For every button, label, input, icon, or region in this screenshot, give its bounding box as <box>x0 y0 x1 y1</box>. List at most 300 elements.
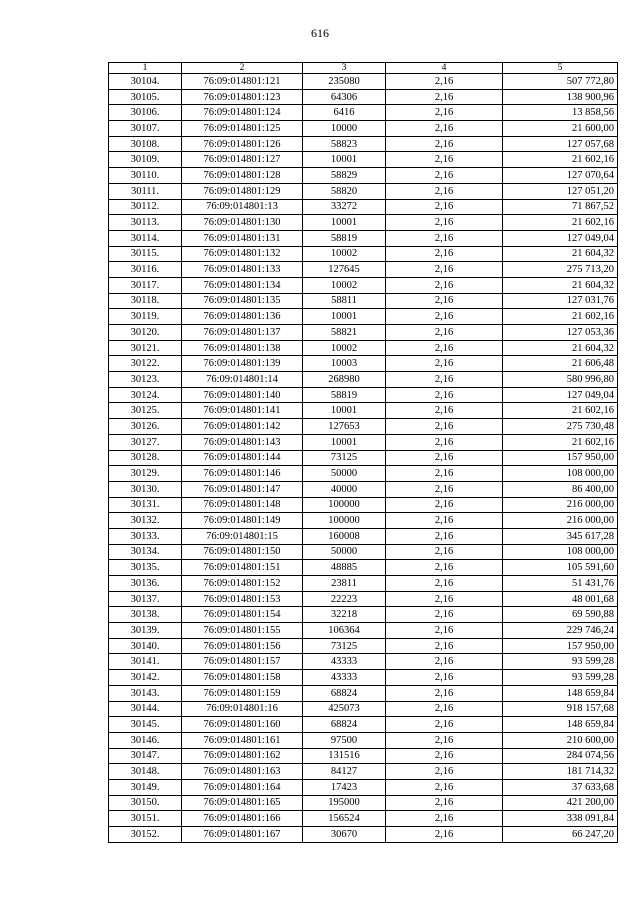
table-row <box>109 387 618 403</box>
row-number-cell: 30111. <box>109 183 182 199</box>
amount-cell: 21 602,16 <box>503 309 618 325</box>
rate-cell: 2,16 <box>386 387 503 403</box>
cadastral-number-cell: 76:09:014801:128 <box>182 168 303 184</box>
amount-cell: 210 600,00 <box>503 732 618 748</box>
row-number-cell: 30141. <box>109 654 182 670</box>
table-row <box>109 560 618 576</box>
rate-cell: 2,16 <box>386 309 503 325</box>
row-number-cell: 30115. <box>109 246 182 262</box>
amount-cell: 69 590,88 <box>503 607 618 623</box>
area-cell: 58820 <box>303 183 386 199</box>
cadastral-number-cell: 76:09:014801:131 <box>182 230 303 246</box>
table-row <box>109 121 618 137</box>
area-cell: 97500 <box>303 732 386 748</box>
area-cell: 10002 <box>303 246 386 262</box>
cadastral-number-cell: 76:09:014801:162 <box>182 748 303 764</box>
table-row <box>109 795 618 811</box>
table-row <box>109 230 618 246</box>
rate-cell: 2,16 <box>386 576 503 592</box>
rate-cell: 2,16 <box>386 230 503 246</box>
rate-cell: 2,16 <box>386 152 503 168</box>
table-body <box>109 74 618 843</box>
table-row <box>109 513 618 529</box>
table-row <box>109 325 618 341</box>
row-number-cell: 30137. <box>109 591 182 607</box>
amount-cell: 71 867,52 <box>503 199 618 215</box>
amount-cell: 108 000,00 <box>503 544 618 560</box>
table-row <box>109 215 618 231</box>
amount-cell: 148 659,84 <box>503 717 618 733</box>
row-number-cell: 30107. <box>109 121 182 137</box>
table-row <box>109 293 618 309</box>
area-cell: 58821 <box>303 325 386 341</box>
cadastral-number-cell: 76:09:014801:133 <box>182 262 303 278</box>
rate-cell: 2,16 <box>386 717 503 733</box>
area-cell: 10001 <box>303 434 386 450</box>
row-number-cell: 30139. <box>109 623 182 639</box>
amount-cell: 284 074,56 <box>503 748 618 764</box>
table-row <box>109 277 618 293</box>
area-cell: 43333 <box>303 654 386 670</box>
area-cell: 40000 <box>303 481 386 497</box>
amount-cell: 918 157,68 <box>503 701 618 717</box>
column-header: 1 <box>109 63 182 74</box>
row-number-cell: 30144. <box>109 701 182 717</box>
table-row <box>109 497 618 513</box>
row-number-cell: 30151. <box>109 811 182 827</box>
cadastral-number-cell: 76:09:014801:132 <box>182 246 303 262</box>
table-row <box>109 466 618 482</box>
table-row <box>109 528 618 544</box>
amount-cell: 275 713,20 <box>503 262 618 278</box>
cadastral-number-cell: 76:09:014801:138 <box>182 340 303 356</box>
amount-cell: 21 604,32 <box>503 340 618 356</box>
area-cell: 32218 <box>303 607 386 623</box>
area-cell: 10000 <box>303 121 386 137</box>
cadastral-number-cell: 76:09:014801:137 <box>182 325 303 341</box>
cadastral-number-cell: 76:09:014801:125 <box>182 121 303 137</box>
rate-cell: 2,16 <box>386 513 503 529</box>
rate-cell: 2,16 <box>386 450 503 466</box>
row-number-cell: 30126. <box>109 419 182 435</box>
row-number-cell: 30106. <box>109 105 182 121</box>
area-cell: 10002 <box>303 340 386 356</box>
amount-cell: 108 000,00 <box>503 466 618 482</box>
row-number-cell: 30149. <box>109 779 182 795</box>
amount-cell: 216 000,00 <box>503 497 618 513</box>
table-row <box>109 481 618 497</box>
rate-cell: 2,16 <box>386 215 503 231</box>
amount-cell: 93 599,28 <box>503 670 618 686</box>
rate-cell: 2,16 <box>386 403 503 419</box>
rate-cell: 2,16 <box>386 795 503 811</box>
table-row <box>109 356 618 372</box>
area-cell: 58829 <box>303 168 386 184</box>
cadastral-number-cell: 76:09:014801:139 <box>182 356 303 372</box>
cadastral-number-cell: 76:09:014801:135 <box>182 293 303 309</box>
amount-cell: 580 996,80 <box>503 372 618 388</box>
rate-cell: 2,16 <box>386 183 503 199</box>
cadastral-number-cell: 76:09:014801:16 <box>182 701 303 717</box>
amount-cell: 21 604,32 <box>503 246 618 262</box>
row-number-cell: 30130. <box>109 481 182 497</box>
amount-cell: 93 599,28 <box>503 654 618 670</box>
table-row <box>109 168 618 184</box>
row-number-cell: 30147. <box>109 748 182 764</box>
table-row <box>109 623 618 639</box>
cadastral-number-cell: 76:09:014801:161 <box>182 732 303 748</box>
cadastral-number-cell: 76:09:014801:151 <box>182 560 303 576</box>
area-cell: 43333 <box>303 670 386 686</box>
area-cell: 268980 <box>303 372 386 388</box>
area-cell: 30670 <box>303 827 386 843</box>
area-cell: 127645 <box>303 262 386 278</box>
area-cell: 156524 <box>303 811 386 827</box>
cadastral-number-cell: 76:09:014801:165 <box>182 795 303 811</box>
row-number-cell: 30132. <box>109 513 182 529</box>
amount-cell: 37 633,68 <box>503 779 618 795</box>
amount-cell: 148 659,84 <box>503 685 618 701</box>
area-cell: 10001 <box>303 309 386 325</box>
rate-cell: 2,16 <box>386 74 503 90</box>
area-cell: 58823 <box>303 136 386 152</box>
cadastral-number-cell: 76:09:014801:149 <box>182 513 303 529</box>
area-cell: 6416 <box>303 105 386 121</box>
row-number-cell: 30124. <box>109 387 182 403</box>
table-row <box>109 544 618 560</box>
rate-cell: 2,16 <box>386 168 503 184</box>
table-row <box>109 309 618 325</box>
amount-cell: 507 772,80 <box>503 74 618 90</box>
rate-cell: 2,16 <box>386 325 503 341</box>
row-number-cell: 30104. <box>109 74 182 90</box>
area-cell: 58819 <box>303 387 386 403</box>
rate-cell: 2,16 <box>386 638 503 654</box>
row-number-cell: 30143. <box>109 685 182 701</box>
area-cell: 10002 <box>303 277 386 293</box>
rate-cell: 2,16 <box>386 466 503 482</box>
amount-cell: 127 053,36 <box>503 325 618 341</box>
amount-cell: 21 604,32 <box>503 277 618 293</box>
cadastral-number-cell: 76:09:014801:154 <box>182 607 303 623</box>
area-cell: 33272 <box>303 199 386 215</box>
area-cell: 100000 <box>303 497 386 513</box>
amount-cell: 21 602,16 <box>503 403 618 419</box>
cadastral-number-cell: 76:09:014801:130 <box>182 215 303 231</box>
amount-cell: 105 591,60 <box>503 560 618 576</box>
row-number-cell: 30121. <box>109 340 182 356</box>
rate-cell: 2,16 <box>386 89 503 105</box>
row-number-cell: 30136. <box>109 576 182 592</box>
rate-cell: 2,16 <box>386 560 503 576</box>
cadastral-number-cell: 76:09:014801:14 <box>182 372 303 388</box>
amount-cell: 127 057,68 <box>503 136 618 152</box>
rate-cell: 2,16 <box>386 136 503 152</box>
page-number: 616 <box>311 26 329 40</box>
table-row <box>109 434 618 450</box>
rate-cell: 2,16 <box>386 105 503 121</box>
row-number-cell: 30105. <box>109 89 182 105</box>
rate-cell: 2,16 <box>386 607 503 623</box>
row-number-cell: 30133. <box>109 528 182 544</box>
amount-cell: 127 070,64 <box>503 168 618 184</box>
row-number-cell: 30140. <box>109 638 182 654</box>
rate-cell: 2,16 <box>386 591 503 607</box>
row-number-cell: 30114. <box>109 230 182 246</box>
table-row <box>109 717 618 733</box>
amount-cell: 127 031,76 <box>503 293 618 309</box>
amount-cell: 48 001,68 <box>503 591 618 607</box>
table-row <box>109 732 618 748</box>
area-cell: 10003 <box>303 356 386 372</box>
area-cell: 10001 <box>303 403 386 419</box>
cadastral-number-cell: 76:09:014801:166 <box>182 811 303 827</box>
column-header: 2 <box>182 63 303 74</box>
table-row <box>109 638 618 654</box>
table-row <box>109 199 618 215</box>
table-row <box>109 152 618 168</box>
rate-cell: 2,16 <box>386 764 503 780</box>
rate-cell: 2,16 <box>386 779 503 795</box>
row-number-cell: 30131. <box>109 497 182 513</box>
cadastral-number-cell: 76:09:014801:148 <box>182 497 303 513</box>
cadastral-number-cell: 76:09:014801:15 <box>182 528 303 544</box>
table-row <box>109 372 618 388</box>
cadastral-number-cell: 76:09:014801:13 <box>182 199 303 215</box>
amount-cell: 66 247,20 <box>503 827 618 843</box>
cadastral-number-cell: 76:09:014801:152 <box>182 576 303 592</box>
cadastral-number-cell: 76:09:014801:150 <box>182 544 303 560</box>
amount-cell: 86 400,00 <box>503 481 618 497</box>
table-row <box>109 607 618 623</box>
amount-cell: 21 602,16 <box>503 434 618 450</box>
amount-cell: 127 049,04 <box>503 387 618 403</box>
amount-cell: 127 049,04 <box>503 230 618 246</box>
cadastral-number-cell: 76:09:014801:123 <box>182 89 303 105</box>
cadastral-number-cell: 76:09:014801:157 <box>182 654 303 670</box>
area-cell: 10001 <box>303 152 386 168</box>
row-number-cell: 30127. <box>109 434 182 450</box>
table-row <box>109 246 618 262</box>
amount-cell: 127 051,20 <box>503 183 618 199</box>
amount-cell: 338 091,84 <box>503 811 618 827</box>
table-row <box>109 827 618 843</box>
cadastral-number-cell: 76:09:014801:124 <box>182 105 303 121</box>
rate-cell: 2,16 <box>386 481 503 497</box>
row-number-cell: 30113. <box>109 215 182 231</box>
rate-cell: 2,16 <box>386 372 503 388</box>
table-row <box>109 779 618 795</box>
row-number-cell: 30110. <box>109 168 182 184</box>
table-row <box>109 419 618 435</box>
row-number-cell: 30146. <box>109 732 182 748</box>
cadastral-number-cell: 76:09:014801:127 <box>182 152 303 168</box>
table-row <box>109 183 618 199</box>
cadastral-number-cell: 76:09:014801:167 <box>182 827 303 843</box>
cadastral-number-cell: 76:09:014801:136 <box>182 309 303 325</box>
rate-cell: 2,16 <box>386 497 503 513</box>
table-row <box>109 764 618 780</box>
table-row <box>109 136 618 152</box>
row-number-cell: 30123. <box>109 372 182 388</box>
rate-cell: 2,16 <box>386 544 503 560</box>
cadastral-number-cell: 76:09:014801:146 <box>182 466 303 482</box>
row-number-cell: 30135. <box>109 560 182 576</box>
cadastral-number-cell: 76:09:014801:163 <box>182 764 303 780</box>
table-row <box>109 450 618 466</box>
area-cell: 106364 <box>303 623 386 639</box>
rate-cell: 2,16 <box>386 528 503 544</box>
row-number-cell: 30125. <box>109 403 182 419</box>
amount-cell: 21 606,48 <box>503 356 618 372</box>
area-cell: 84127 <box>303 764 386 780</box>
cadastral-number-cell: 76:09:014801:164 <box>182 779 303 795</box>
amount-cell: 21 600,00 <box>503 121 618 137</box>
rate-cell: 2,16 <box>386 356 503 372</box>
amount-cell: 216 000,00 <box>503 513 618 529</box>
cadastral-number-cell: 76:09:014801:140 <box>182 387 303 403</box>
row-number-cell: 30134. <box>109 544 182 560</box>
area-cell: 48885 <box>303 560 386 576</box>
area-cell: 64306 <box>303 89 386 105</box>
row-number-cell: 30120. <box>109 325 182 341</box>
table-row <box>109 89 618 105</box>
table-row <box>109 591 618 607</box>
column-header: 4 <box>386 63 503 74</box>
row-number-cell: 30148. <box>109 764 182 780</box>
row-number-cell: 30128. <box>109 450 182 466</box>
rate-cell: 2,16 <box>386 685 503 701</box>
amount-cell: 157 950,00 <box>503 450 618 466</box>
cadastral-number-cell: 76:09:014801:156 <box>182 638 303 654</box>
rate-cell: 2,16 <box>386 623 503 639</box>
rate-cell: 2,16 <box>386 246 503 262</box>
amount-cell: 13 858,56 <box>503 105 618 121</box>
cadastral-number-cell: 76:09:014801:153 <box>182 591 303 607</box>
area-cell: 127653 <box>303 419 386 435</box>
table-row <box>109 811 618 827</box>
area-cell: 68824 <box>303 685 386 701</box>
table-row <box>109 340 618 356</box>
area-cell: 50000 <box>303 544 386 560</box>
row-number-cell: 30112. <box>109 199 182 215</box>
row-number-cell: 30152. <box>109 827 182 843</box>
rate-cell: 2,16 <box>386 277 503 293</box>
area-cell: 58819 <box>303 230 386 246</box>
rate-cell: 2,16 <box>386 199 503 215</box>
area-cell: 58811 <box>303 293 386 309</box>
rate-cell: 2,16 <box>386 811 503 827</box>
cadastral-number-cell: 76:09:014801:121 <box>182 74 303 90</box>
rate-cell: 2,16 <box>386 121 503 137</box>
row-number-cell: 30119. <box>109 309 182 325</box>
cadastral-number-cell: 76:09:014801:144 <box>182 450 303 466</box>
cadastral-number-cell: 76:09:014801:143 <box>182 434 303 450</box>
area-cell: 73125 <box>303 638 386 654</box>
table-row <box>109 748 618 764</box>
rate-cell: 2,16 <box>386 732 503 748</box>
table-header-row <box>109 63 618 74</box>
cadastral-number-cell: 76:09:014801:159 <box>182 685 303 701</box>
rate-cell: 2,16 <box>386 701 503 717</box>
rate-cell: 2,16 <box>386 419 503 435</box>
cadastral-number-cell: 76:09:014801:141 <box>182 403 303 419</box>
amount-cell: 51 431,76 <box>503 576 618 592</box>
cadastral-number-cell: 76:09:014801:126 <box>182 136 303 152</box>
cadastral-number-cell: 76:09:014801:134 <box>182 277 303 293</box>
table-row <box>109 701 618 717</box>
row-number-cell: 30108. <box>109 136 182 152</box>
row-number-cell: 30122. <box>109 356 182 372</box>
amount-cell: 181 714,32 <box>503 764 618 780</box>
area-cell: 425073 <box>303 701 386 717</box>
table-row <box>109 670 618 686</box>
area-cell: 10001 <box>303 215 386 231</box>
rate-cell: 2,16 <box>386 748 503 764</box>
row-number-cell: 30150. <box>109 795 182 811</box>
area-cell: 23811 <box>303 576 386 592</box>
row-number-cell: 30129. <box>109 466 182 482</box>
rate-cell: 2,16 <box>386 670 503 686</box>
area-cell: 68824 <box>303 717 386 733</box>
area-cell: 100000 <box>303 513 386 529</box>
table-row <box>109 685 618 701</box>
row-number-cell: 30117. <box>109 277 182 293</box>
table-row <box>109 576 618 592</box>
area-cell: 73125 <box>303 450 386 466</box>
rate-cell: 2,16 <box>386 654 503 670</box>
rate-cell: 2,16 <box>386 262 503 278</box>
row-number-cell: 30138. <box>109 607 182 623</box>
cadastral-number-cell: 76:09:014801:129 <box>182 183 303 199</box>
area-cell: 17423 <box>303 779 386 795</box>
row-number-cell: 30116. <box>109 262 182 278</box>
amount-cell: 345 617,28 <box>503 528 618 544</box>
rate-cell: 2,16 <box>386 827 503 843</box>
rate-cell: 2,16 <box>386 434 503 450</box>
cadastral-number-cell: 76:09:014801:147 <box>182 481 303 497</box>
column-header: 3 <box>303 63 386 74</box>
rate-cell: 2,16 <box>386 340 503 356</box>
area-cell: 22223 <box>303 591 386 607</box>
row-number-cell: 30142. <box>109 670 182 686</box>
table-row <box>109 105 618 121</box>
table-row <box>109 74 618 90</box>
cadastral-number-cell: 76:09:014801:142 <box>182 419 303 435</box>
area-cell: 131516 <box>303 748 386 764</box>
area-cell: 195000 <box>303 795 386 811</box>
rate-cell: 2,16 <box>386 293 503 309</box>
data-table <box>108 62 618 843</box>
table-row <box>109 403 618 419</box>
amount-cell: 275 730,48 <box>503 419 618 435</box>
area-cell: 160008 <box>303 528 386 544</box>
amount-cell: 21 602,16 <box>503 215 618 231</box>
table-row <box>109 262 618 278</box>
amount-cell: 229 746,24 <box>503 623 618 639</box>
amount-cell: 138 900,96 <box>503 89 618 105</box>
area-cell: 50000 <box>303 466 386 482</box>
row-number-cell: 30109. <box>109 152 182 168</box>
cadastral-number-cell: 76:09:014801:158 <box>182 670 303 686</box>
table-row <box>109 654 618 670</box>
cadastral-number-cell: 76:09:014801:160 <box>182 717 303 733</box>
amount-cell: 157 950,00 <box>503 638 618 654</box>
area-cell: 235080 <box>303 74 386 90</box>
cadastral-number-cell: 76:09:014801:155 <box>182 623 303 639</box>
amount-cell: 421 200,00 <box>503 795 618 811</box>
row-number-cell: 30118. <box>109 293 182 309</box>
